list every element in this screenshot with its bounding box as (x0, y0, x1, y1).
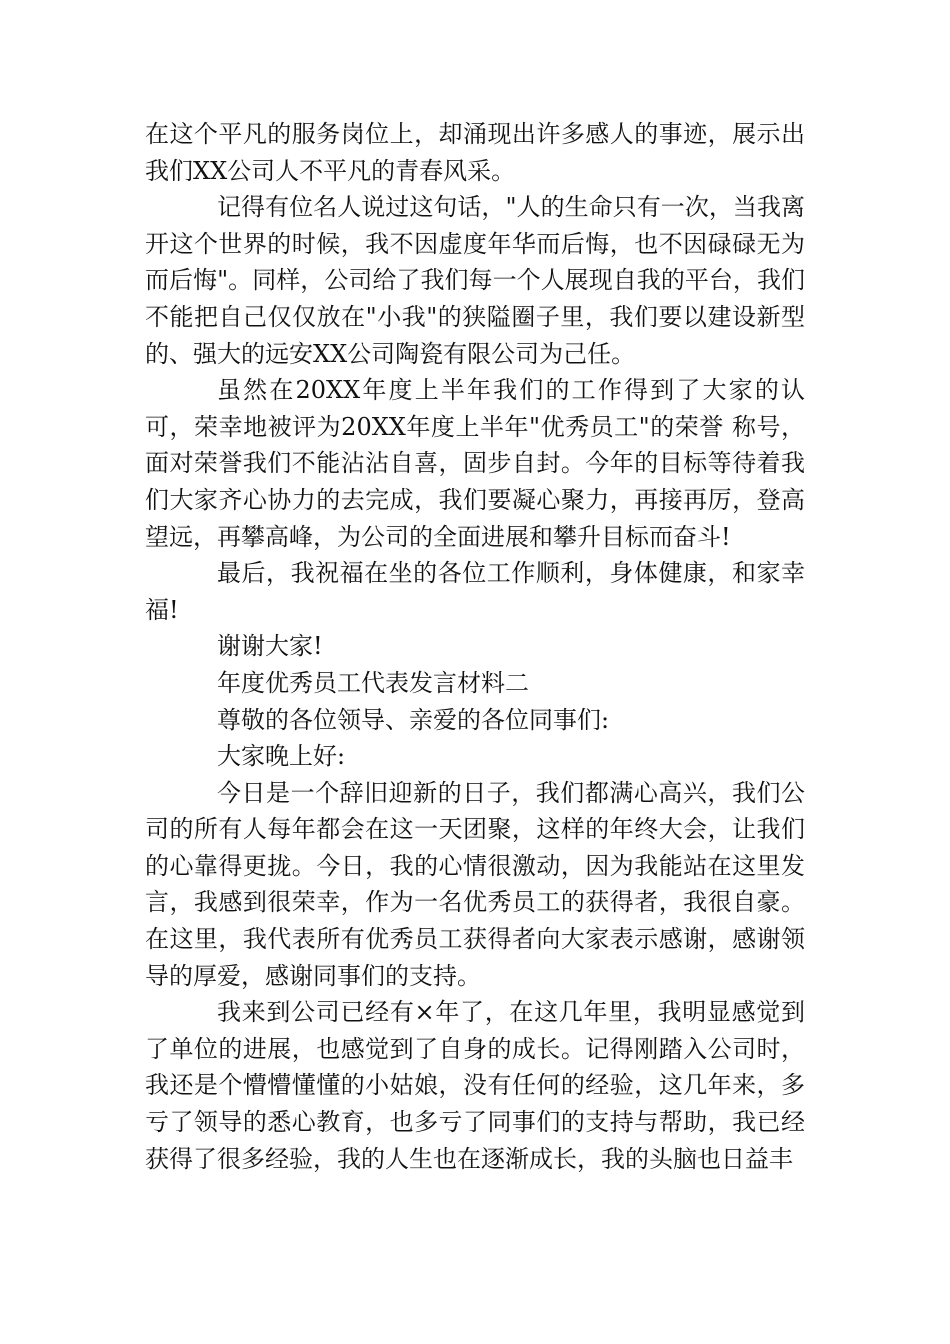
document-body (145, 116, 805, 1177)
paragraph-quote: 记得有位名人说过这句话，"人的生命只有一次，当我离开这个世界的时候，我不因虚度年华而后悔，也不因碌碌无为而后悔"。同样，公司给了我们每一个人展现自我的平台，我们不能把自己仅仅放在"小我"的狭隘圈子里，我们要以建设新型的、强大的远安XX公司陶瓷有限公司为己任。 (145, 193, 805, 368)
section-title: 年度优秀员工代表发言材料二 (217, 668, 529, 697)
paragraph-thanks: 谢谢大家! (217, 632, 323, 661)
paragraph-continuation: 在这个平凡的服务岗位上，却涌现出许多感人的事迹，展示出我们XX公司人不平凡的青春风采。 (145, 120, 805, 185)
paragraph-honor: 虽然在20XX年度上半年我们的工作得到了大家的认可，荣幸地被评为20XX年度上半年"优秀员工"的荣誉 称号，面对荣誉我们不能沾沾自喜，固步自封。今年的目标等待着我们大家齐心协力的去完成，我们要凝心聚力，再接再厉，登高望远，再攀高峰，为公司的全面进展和攀升目标而奋斗! (145, 376, 805, 551)
paragraph-blessing: 最后，我祝福在坐的各位工作顺利，身体健康，和家幸福! (145, 559, 805, 624)
greeting: 大家晚上好: (217, 742, 346, 771)
paragraph-speech-intro: 今日是一个辞旧迎新的日子，我们都满心高兴，我们公司的所有人每年都会在这一天团聚，这样的年终大会，让我们的心靠得更拢。今日，我的心情很激动，因为我能站在这里发言，我感到很荣幸，作为一名优秀员工的获得者，我很自豪。在这里，我代表所有优秀员工获得者向大家表示感谢，感谢领导的厚爱，感谢同事们的支持。 (145, 778, 805, 990)
paragraph-growth: 我来到公司已经有×年了，在这几年里，我明显感觉到了单位的进展，也感觉到了自身的成长。记得刚踏入公司时，我还是个懵懵懂懂的小姑娘，没有任何的经验，这几年来，多亏了领导的悉心教育，也多亏了同事们的支持与帮助，我已经获得了很多经验，我的人生也在逐渐成长，我的头脑也日益丰 (145, 998, 805, 1173)
salutation: 尊敬的各位领导、亲爱的各位同事们: (217, 705, 610, 734)
